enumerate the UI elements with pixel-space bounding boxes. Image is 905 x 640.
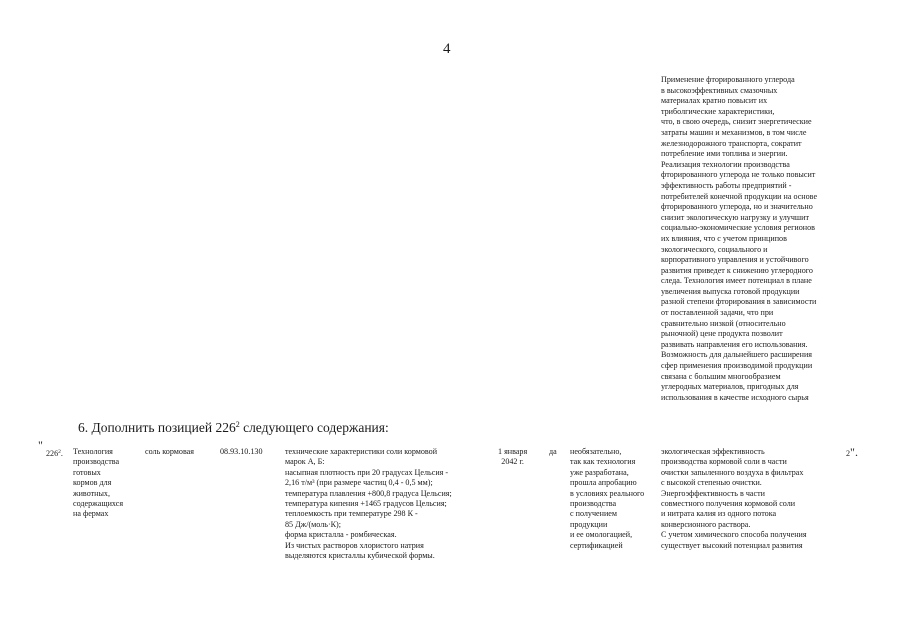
side-note-line: рыночной) цене продукта позволит [661, 329, 783, 339]
side-note-line: материалах кратно повысит их [661, 96, 768, 106]
technology-name-line: животных, [73, 488, 111, 498]
side-note-line: развития приведет к снижению углеродного [661, 265, 813, 275]
heading-superscript: 2 [235, 420, 240, 429]
characteristics-line: насыпная плотность при 20 градусах Цельсия - [285, 467, 449, 477]
characteristics-line: выделяются кристаллы кубической формы. [285, 551, 435, 561]
side-note-line: снизит экологическую нагрузку и улучшит [661, 212, 810, 222]
date-cell [498, 447, 527, 468]
position-number-text: 226 [46, 449, 59, 458]
effect-line: и нитрата калия из одного потока [661, 509, 777, 519]
side-note-line: сравнительно низкой (относительно [661, 318, 786, 328]
characteristics-line: марок А, Б: [285, 457, 325, 467]
side-note-line: фторированного углерода не только повысит [661, 170, 816, 180]
effect-line: производства кормовой соли в части [661, 457, 787, 467]
side-note-line: в высокоэффективных смазочных [661, 85, 778, 95]
yes-cell: да [549, 447, 557, 456]
open-quote: " [38, 438, 43, 452]
characteristics-cell [285, 447, 452, 561]
justification-line: с получением [570, 509, 618, 519]
section-heading [78, 420, 389, 436]
heading-text: 6. Дополнить позицией 226 [78, 420, 236, 435]
page-number: 4 [443, 41, 451, 57]
side-note-line: сфер применения производимой продукции [661, 361, 813, 371]
technology-name-line: готовых [73, 467, 101, 477]
effect-line: очистки запыленного воздуха в фильтрах [661, 467, 804, 477]
position-dot: . [60, 449, 63, 458]
side-note-line: фторированного углерода, но и значительно [661, 202, 813, 212]
date-line: 1 января [498, 447, 528, 456]
technology-name-line: Технология [73, 447, 113, 456]
effect-cell [661, 447, 807, 551]
technology-name-line: на фермах [73, 509, 109, 519]
side-note-line: Применение фторированного углерода [661, 75, 795, 84]
justification-line: уже разработана, [570, 467, 629, 477]
side-note-line: что, в свою очередь, снизит энергетические [661, 117, 812, 127]
side-note-line: социально-экономические условия регионов [661, 223, 815, 233]
side-note-line: разной степени фторирования в зависимости [661, 297, 817, 307]
characteristics-line: температура плавления +800,8 градуса Цельсия; [285, 488, 452, 498]
side-note-line: Возможность для дальнейшего расширения [661, 350, 813, 360]
side-note-line: связана с большим многообразием [661, 371, 781, 381]
side-note-line: корпоративного управления и устойчивого [661, 255, 809, 265]
technology-name-line: содержащихся [73, 499, 124, 509]
date-line: 2042 г. [501, 457, 524, 467]
side-note-line: экологического, социального и [661, 244, 768, 254]
characteristics-line: температура кипения +1465 градусов Цельсия; [285, 499, 447, 509]
side-note-line: от поставленной задачи, что при [661, 308, 774, 318]
technology-name-line: производства [73, 457, 120, 467]
side-note-line: триболгические характеристики, [661, 106, 775, 116]
last-value: 2 [846, 449, 851, 458]
side-note-line: эффективность работы предприятий - [661, 180, 792, 190]
side-note-line: использования в качестве исходного сырья [661, 392, 809, 402]
side-note-line: железнодорожного транспорта, сократит [661, 138, 802, 148]
effect-line: совместного получения кормовой соли [661, 499, 796, 509]
effect-line: с высокой степенью очистки. [661, 478, 762, 488]
product-cell: соль кормовая [145, 447, 194, 456]
justification-line: и ее омологацией, [570, 530, 633, 540]
characteristics-line: теплоемкость при температуре 298 К - [285, 509, 418, 519]
characteristics-line: 85 Дж/(моль·К); [285, 519, 342, 529]
last-value-cell [846, 447, 858, 459]
justification-line: сертификацией [570, 540, 623, 550]
side-note-line: углеродных материалов, пригодных для [661, 382, 799, 392]
justification-line: так как технология [570, 457, 636, 467]
side-note-line: развивать направления его использования. [661, 339, 808, 349]
characteristics-line: технические характеристики соли кормовой [285, 447, 438, 456]
effect-line: экологическая эффективность [661, 447, 765, 456]
side-note-text [661, 75, 861, 403]
position-superscript: 2 [58, 449, 61, 455]
side-note-line: потребителей конечной продукции на основе [661, 191, 818, 201]
close-quote: ". [850, 445, 858, 459]
effect-line: конверсионного раствора. [661, 519, 751, 529]
code-cell: 08.93.10.130 [220, 447, 263, 456]
justification-line: продукции [570, 519, 608, 529]
side-note-line: увеличения выпуска готовой продукции [661, 286, 800, 296]
justification-cell [570, 447, 644, 551]
justification-line: прошла апробацию [570, 478, 637, 488]
side-note-line: Реализация технологии производства [661, 159, 790, 169]
side-note-line: их влияния, что с учетом принципов [661, 233, 787, 243]
characteristics-line: 2,16 т/м³ (при размере частиц 0,4 - 0,5 мм); [285, 478, 433, 488]
side-note-line: следа. Технология имеет потенциал в плане [661, 276, 812, 286]
effect-line: Энергоэффективность в части [661, 488, 765, 498]
characteristics-line: Из чистых растворов хлористого натрия [285, 540, 424, 550]
technology-name-cell [73, 447, 123, 520]
side-note-line: потребление ими топлива и энергии. [661, 149, 788, 159]
side-note-line: затраты машин и механизмов, в том числе [661, 127, 807, 137]
effect-line: существует высокий потенциал развития [661, 540, 803, 550]
justification-line: в условиях реального [570, 488, 645, 498]
justification-line: производства [570, 499, 617, 509]
effect-line: С учетом химического способа получения [661, 530, 807, 540]
justification-line: необязательно, [570, 447, 622, 456]
characteristics-line: форма кристалла - ромбическая. [285, 530, 397, 540]
position-number [46, 447, 63, 459]
heading-suffix: следующего содержания: [239, 420, 389, 435]
technology-name-line: кормов для [73, 478, 112, 488]
